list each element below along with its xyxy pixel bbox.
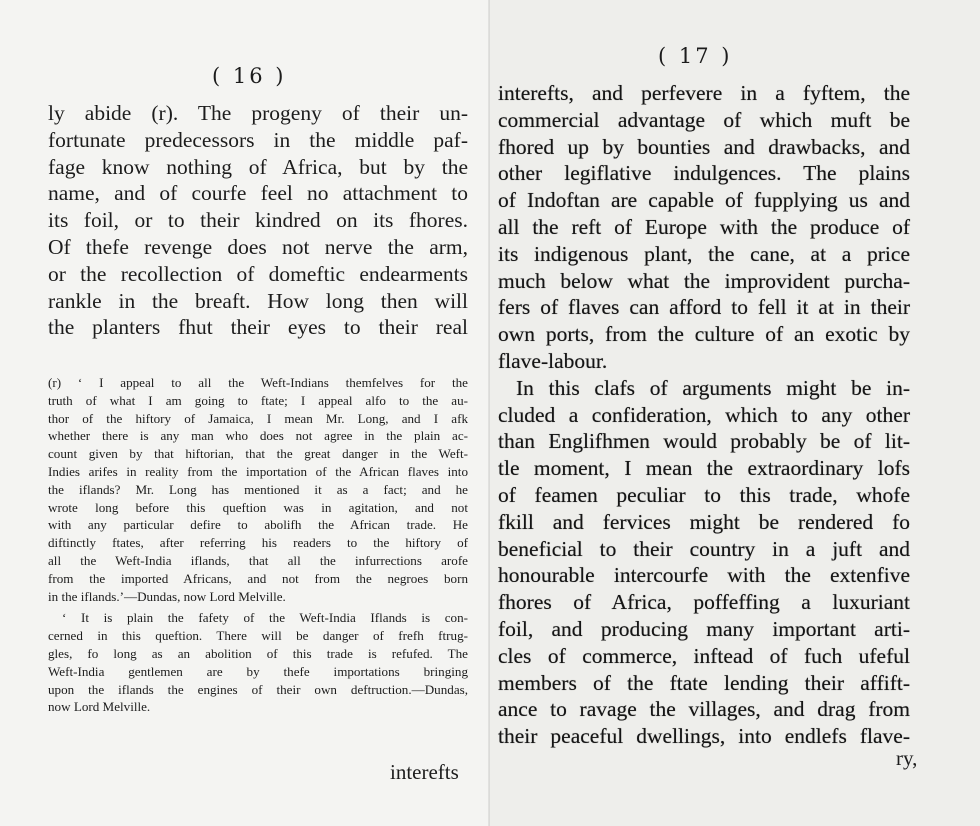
- text-line: flave-labour.: [498, 348, 608, 373]
- text-line: In this clafs of arguments might be in-: [516, 375, 910, 400]
- footnote-line: the iflands? Mr. Long has mentioned it as a fact; and he: [48, 481, 468, 497]
- text-line: cles of commerce, inftead of fuch ufeful: [498, 643, 910, 668]
- text-line: much below what the improvident purcha-: [498, 268, 910, 293]
- text-line: its indigenous plant, the cane, at a price: [498, 241, 910, 266]
- text-line: own ports, from the culture of an exotic by: [498, 322, 910, 347]
- text-line: rankle in the breaft. How long then will: [48, 288, 468, 313]
- footnote-line: from the imported Africans, and not from the negroes born: [48, 570, 468, 586]
- footnote-line: Weft-India gentlemen are by thefe importations bringing: [48, 663, 468, 679]
- text-line: beneficial to their country in a juft and: [498, 536, 910, 561]
- text-line: fhored up by bounties and drawbacks, and: [498, 134, 910, 159]
- text-line: honourable intercourfe with the extenfive: [498, 563, 910, 588]
- page-17: [490, 0, 980, 826]
- footnote-line: upon the iflands the engines of their own deftruction.—Dundas,: [48, 681, 468, 697]
- catchword: ry,: [896, 746, 918, 770]
- footnote-line: wrote long before this queftion was in agitation, and not: [48, 499, 468, 515]
- footnote-line: count given by that hiftorian, that the great danger in the Weft-: [48, 446, 468, 462]
- text-line: of Indoftan are capable of fupplying us and: [498, 188, 910, 213]
- footnote-line: whether there is any man who does not agree in the plain ac-: [48, 428, 468, 444]
- text-line: commercial advantage of which muft be: [498, 107, 910, 132]
- text-line: the planters fhut their eyes to their real: [48, 315, 468, 340]
- text-line: interefts, and perfevere in a fyftem, the: [498, 81, 910, 105]
- text-line: of feamen peculiar to this trade, whofe: [498, 482, 910, 507]
- footnote-line: ‘ It is plain the fafety of the Weft-India Iflands is con-: [62, 610, 468, 626]
- footnote-line: Indies arifes in reality from the importation of the African flaves into: [48, 463, 468, 479]
- page-number: ( 16 ): [212, 64, 287, 88]
- body-text: [48, 100, 468, 341]
- footnote-line: truth of what I am going to ftate; I appeal alfo to the au-: [48, 392, 468, 408]
- text-line: other legiflative indulgences. The plains: [498, 161, 910, 186]
- footnote-line: thor of the hiftory of Jamaica, I mean Mr. Long, and I afk: [48, 410, 468, 426]
- text-line: cluded a confideration, which to any other: [498, 402, 910, 427]
- footnote-line: (r) ‘ I appeal to all the Weft-Indians themfelves for the: [48, 375, 468, 390]
- text-line: name, and of courfe feel no attachment to: [48, 181, 468, 206]
- footnote-line: diftinctly ftates, after referring his readers to the hiftory of: [48, 535, 468, 551]
- footnote-line: now Lord Melville.: [48, 699, 151, 715]
- text-line: its foil, or to their kindred on its fhores.: [48, 208, 468, 233]
- footnote-line: in the iflands.’—Dundas, now Lord Melville.: [48, 588, 286, 604]
- text-line: fkill and fervices might be rendered fo: [498, 509, 910, 534]
- footnote-line: gles, fo long as an abolition of this trade is refufed. The: [48, 645, 468, 661]
- catchword: interefts: [390, 760, 459, 784]
- footnote-line: cerned in this queftion. There will be danger of frefh ftrug-: [48, 628, 468, 644]
- text-line: fers of flaves can afford to fell it at in their: [498, 295, 910, 320]
- text-line: their peaceful dwellings, into endlefs flave-: [498, 724, 910, 749]
- footnote-line: with any particular defire to abolifh the African trade. He: [48, 517, 468, 533]
- text-line: or the recollection of domeftic endearments: [48, 261, 468, 286]
- text-line: fortunate predecessors in the middle paf-: [48, 127, 468, 152]
- text-line: than Englifhmen would probably be of lit-: [498, 429, 910, 454]
- text-line: Of thefe revenge does not nerve the arm,: [48, 234, 468, 259]
- text-line: foil, and producing many important arti-: [498, 616, 910, 641]
- text-line: all the reft of Europe with the produce of: [498, 214, 910, 239]
- footnote: [48, 374, 468, 716]
- text-line: fage know nothing of Africa, but by the: [48, 154, 468, 179]
- text-line: tle moment, I mean the extraordinary lofs: [498, 456, 910, 481]
- body-text: [498, 80, 910, 750]
- text-line: ance to ravage the villages, and drag from: [498, 697, 910, 722]
- text-line: ly abide (r). The progeny of their un-: [48, 101, 468, 125]
- text-line: fhores of Africa, poffeffing a luxuriant: [498, 590, 910, 615]
- text-line: members of the ftate lending their affift-: [498, 670, 910, 695]
- page-number: ( 17 ): [658, 44, 733, 68]
- footnote-line: all the Weft-India iflands, that all the infurrections arofe: [48, 552, 468, 568]
